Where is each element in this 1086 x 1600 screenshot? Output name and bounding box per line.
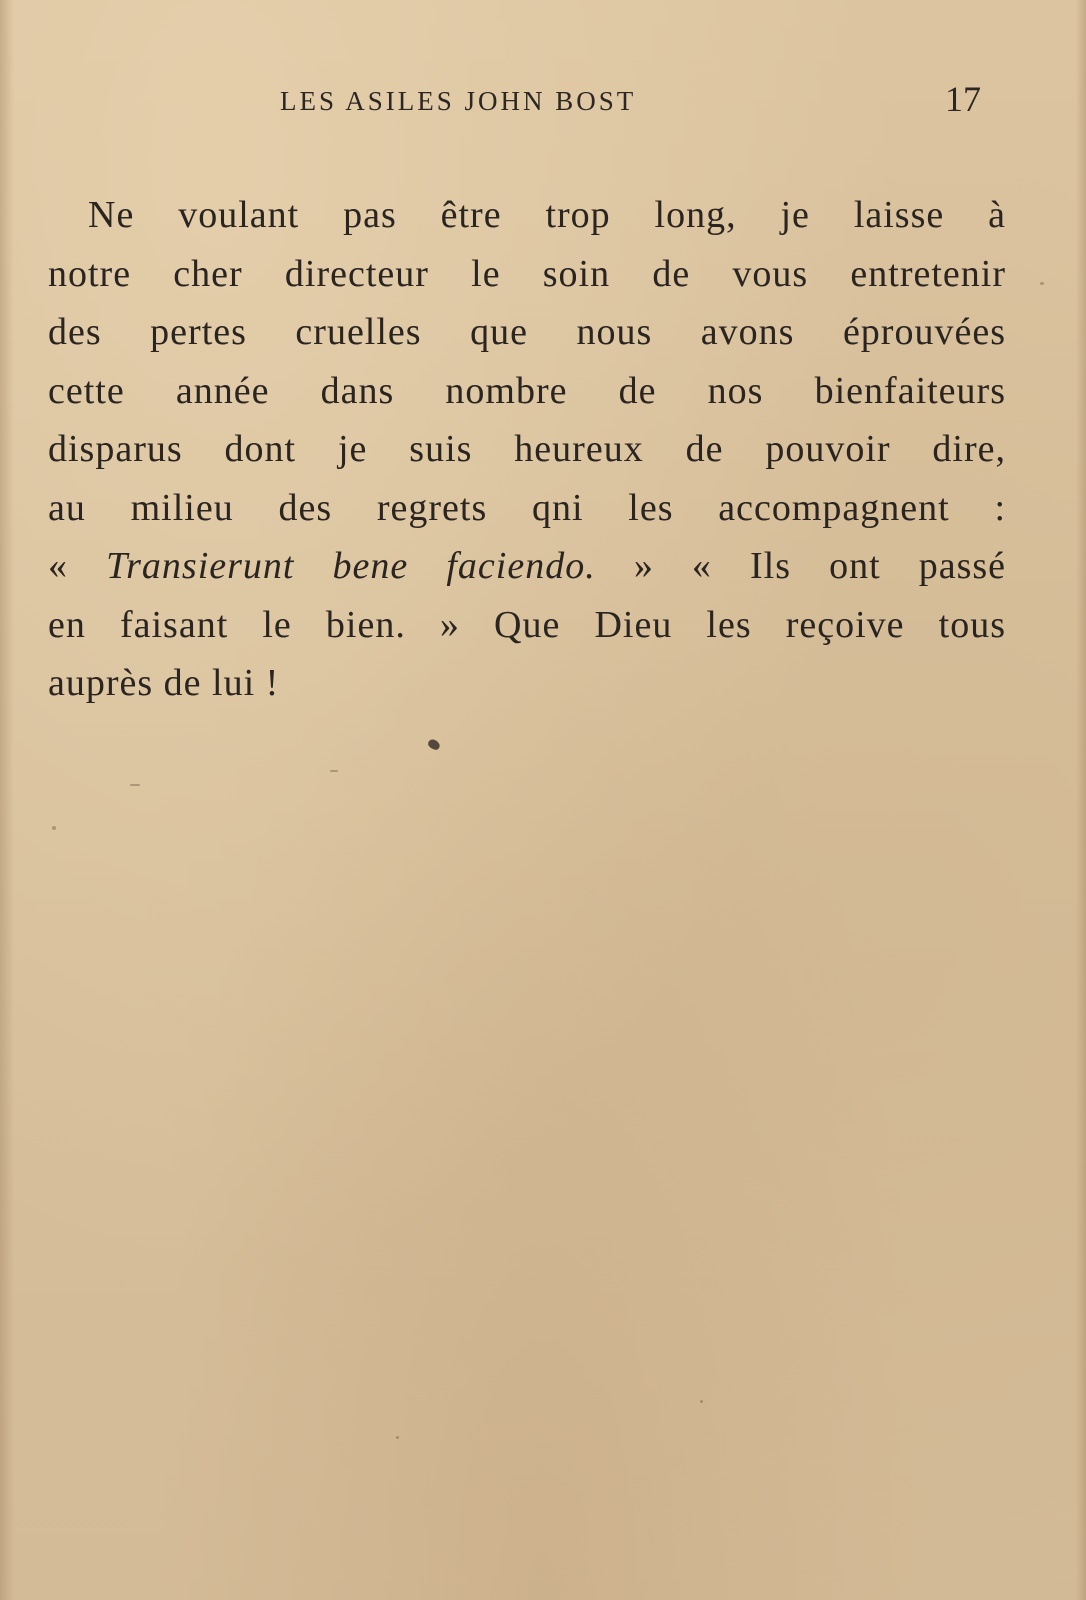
- paper-speck: [52, 826, 56, 830]
- text-line: en faisant le bien. » Que Dieu les reçoive tous: [48, 603, 1006, 646]
- paper-speck: [700, 1400, 703, 1403]
- paper-speck: [330, 770, 338, 772]
- quote-line: [48, 537, 1006, 596]
- text-line: cette année dans nombre de nos bienfaiteurs: [48, 369, 1006, 412]
- text-line: auprès de lui !: [48, 662, 280, 704]
- page-number: 17: [945, 79, 981, 119]
- text-line: des pertes cruelles que nous avons éprouvées: [48, 311, 1006, 353]
- page-edge-shadow-left: [0, 0, 14, 1600]
- text-line: disparus dont je suis heureux de pouvoir dire,: [48, 428, 1006, 470]
- quote-translation-start: » « Ils ont passé: [595, 545, 1007, 587]
- text-line: notre cher directeur le soin de vous entretenir: [48, 252, 1006, 295]
- paper-speck: [130, 784, 140, 786]
- body-paragraph: [48, 186, 1006, 713]
- text-line: au milieu des regrets qni les accompagnent :: [48, 486, 1006, 529]
- running-title: LES ASILES JOHN BOST: [280, 86, 637, 116]
- latin-quotation: Transierunt bene faciendo.: [106, 545, 596, 587]
- paper-speck: [1040, 282, 1044, 285]
- page-edge-shadow-right: [1076, 0, 1086, 1600]
- paper-speck: [396, 1436, 399, 1439]
- quote-open: «: [48, 545, 107, 587]
- ink-mark: [427, 738, 442, 751]
- text-line: Ne voulant pas être trop long, je laisse à: [88, 194, 1006, 236]
